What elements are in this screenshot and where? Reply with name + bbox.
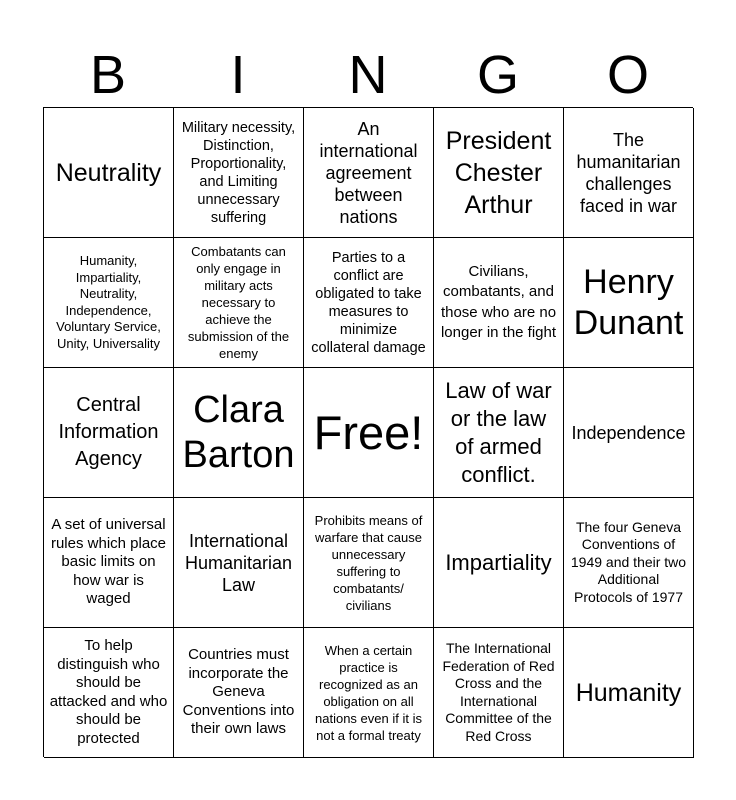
bingo-cell-r2c5[interactable] [564, 238, 694, 368]
bingo-cell-r5c5[interactable] [564, 628, 694, 758]
bingo-cell-text: Impartiality [445, 549, 552, 575]
bingo-card-grid [43, 107, 693, 757]
bingo-cell-r4c4[interactable] [434, 498, 564, 628]
bingo-cell-r1c2[interactable] [174, 108, 304, 238]
bingo-cell-text: Clara Barton [182, 388, 295, 476]
bingo-cell-free[interactable] [304, 368, 434, 498]
bingo-cell-text: Henry Dunant [573, 262, 684, 342]
bingo-cell-r2c2[interactable] [174, 238, 304, 368]
bingo-cell-text: Independence [571, 422, 686, 443]
header-letter-g: G [476, 45, 519, 105]
bingo-cell-r1c3[interactable] [304, 108, 434, 238]
header-letter-n: N [348, 45, 388, 105]
bingo-cell-r4c1[interactable] [44, 498, 174, 628]
bingo-cell-text: An international agreement between nations [319, 118, 418, 227]
bingo-cell-text: A set of universal rules which place basic limits on how war is waged [50, 516, 167, 608]
bingo-cell-r4c2[interactable] [174, 498, 304, 628]
bingo-cell-r4c5[interactable] [564, 498, 694, 628]
bingo-cell-r2c1[interactable] [44, 238, 174, 368]
bingo-cell-text: Civilians, combatants, and those who are no longer in the fight [440, 262, 557, 341]
bingo-cell-text: Law of war or the law of armed conflict. [445, 377, 552, 487]
bingo-cell-text: Central Information Agency [58, 394, 159, 470]
bingo-cell-r5c1[interactable] [44, 628, 174, 758]
bingo-cell-r4c3[interactable] [304, 498, 434, 628]
bingo-cell-text: Countries must incorporate the Geneva Conventions into their own laws [182, 646, 295, 738]
bingo-header [43, 44, 693, 106]
bingo-cell-r3c2[interactable] [174, 368, 304, 498]
bingo-cell-text: Prohibits means of warfare that cause unnecessary suffering to combatants/ civilians [314, 512, 423, 613]
bingo-cell-text: Parties to a conflict are obligated to take measures to minimize collateral damage [311, 249, 426, 356]
bingo-cell-text: Combatants can only engage in military acts necessary to achieve the submission of the enemy [187, 244, 290, 361]
bingo-cell-text: The four Geneva Conventions of 1949 and their two Additional Protocols of 1977 [570, 518, 687, 605]
bingo-cell-r1c5[interactable] [564, 108, 694, 238]
bingo-cell-r3c5[interactable] [564, 368, 694, 498]
bingo-cell-r5c4[interactable] [434, 628, 564, 758]
header-letter-o: O [606, 45, 649, 105]
bingo-cell-r2c3[interactable] [304, 238, 434, 368]
header-letter-b: B [89, 45, 127, 105]
bingo-cell-text: President Chester Arthur [445, 126, 552, 219]
bingo-cell-text: Humanity, Impartiality, Neutrality, Independence, Voluntary Service, Unity, Universality [56, 253, 161, 351]
bingo-cell-text: Humanity [575, 678, 682, 707]
bingo-cell-text: International Humanitarian Law [184, 530, 293, 595]
bingo-cell-text: The humanitarian challenges faced in war [576, 129, 681, 216]
bingo-cell-r5c2[interactable] [174, 628, 304, 758]
bingo-cell-r1c4[interactable] [434, 108, 564, 238]
bingo-cell-r1c1[interactable] [44, 108, 174, 238]
bingo-cell-r5c3[interactable] [304, 628, 434, 758]
bingo-cell-text: To help distinguish who should be attacked and who should be protected [49, 637, 168, 747]
bingo-cell-text: Neutrality [55, 158, 162, 187]
bingo-cell-text: The International Federation of Red Cross and the International Committee of the Red Cross [442, 640, 555, 744]
bingo-cell-r2c4[interactable] [434, 238, 564, 368]
free-space-label: Free! [313, 405, 424, 459]
bingo-cell-r3c4[interactable] [434, 368, 564, 498]
bingo-cell-text: When a certain practice is recognized as an obligation on all nations even if it is not a formal treaty [315, 642, 422, 743]
bingo-cell-text: Military necessity, Distinction, Proportionality, and Limiting unnecessary suffering [181, 119, 296, 226]
bingo-cell-r3c1[interactable] [44, 368, 174, 498]
header-letter-i: I [230, 45, 246, 105]
